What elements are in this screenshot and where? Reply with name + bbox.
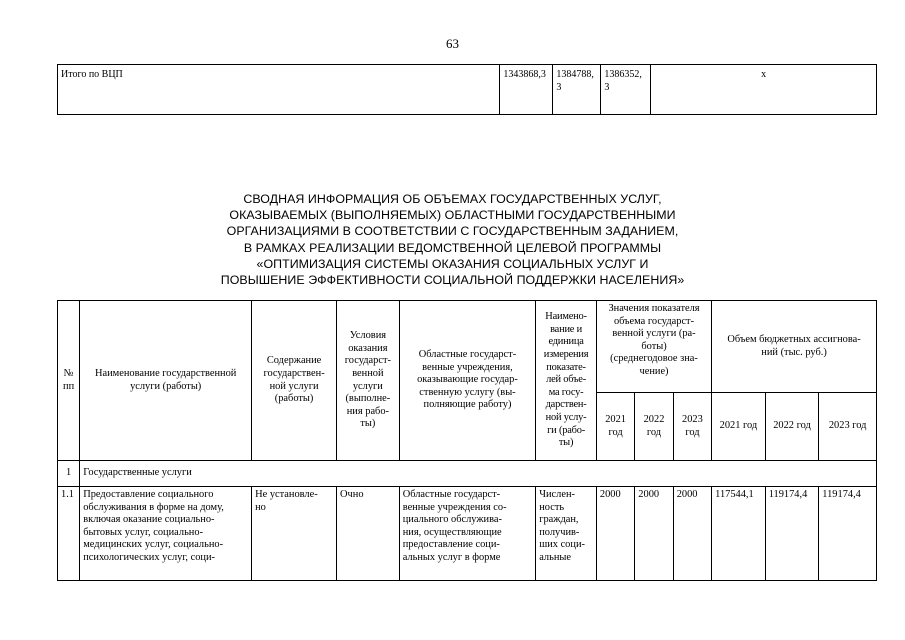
row-content: Не установле- но — [252, 487, 337, 581]
header-name: Наименование государственной услуги (работы) — [80, 301, 252, 461]
total-table — [57, 64, 877, 115]
header-budget-2023: 2023 год — [819, 393, 877, 461]
header-year-2023: 2023 год — [673, 393, 711, 461]
header-year-2022: 2022 год — [635, 393, 673, 461]
row-conditions: Очно — [337, 487, 400, 581]
heading-line: ОКАЗЫВАЕМЫХ (ВЫПОЛНЯЕМЫХ) ОБЛАСТНЫМИ ГОСУДАРСТВЕННЫМИ — [229, 208, 676, 223]
heading-line: В РАМКАХ РЕАЛИЗАЦИИ ВЕДОМСТВЕННОЙ ЦЕЛЕВОЙ ПРОГРАММЫ — [243, 240, 662, 255]
header-num: № пп — [58, 301, 80, 461]
row-institutions: Областные государст- венные учреждения со- циального обслужива- ния, осуществляющие предоставление соци- альных услуг в форме — [399, 487, 536, 581]
header-values: Значения показателя объема государст- венной услуги (ра- боты) (среднегодовое зна- чение) — [596, 301, 711, 393]
services-table — [57, 300, 877, 581]
page-number: 63 — [446, 36, 459, 51]
heading-line: ПОВЫШЕНИЕ ЭФФЕКТИВНОСТИ СОЦИАЛЬНОЙ ПОДДЕРЖКИ НАСЕЛЕНИЯ» — [220, 273, 685, 288]
table-row — [58, 487, 877, 581]
row-budget-2021: 117544,1 — [712, 487, 766, 581]
section-row — [58, 461, 877, 487]
section-num: 1 — [58, 461, 80, 487]
row-num: 1.1 — [58, 487, 80, 581]
document-heading — [0, 191, 905, 288]
total-2021: 1343868,3 — [500, 65, 553, 115]
total-row — [58, 65, 877, 115]
heading-line: СВОДНАЯ ИНФОРМАЦИЯ ОБ ОБЪЕМАХ ГОСУДАРСТВЕННЫХ УСЛУГ, — [243, 192, 662, 206]
row-value-2021: 2000 — [596, 487, 634, 581]
row-value-2023: 2000 — [673, 487, 711, 581]
row-value-2022: 2000 — [635, 487, 673, 581]
row-budget-2022: 119174,4 — [765, 487, 819, 581]
total-label: Итого по ВЦП — [58, 65, 500, 115]
header-budget: Объем бюджетных ассигнова- ний (тыс. руб.) — [712, 301, 877, 393]
header-content: Содержание государствен- ной услуги (работы) — [252, 301, 337, 461]
section-title: Государственные услуги — [80, 461, 877, 487]
total-2022: 1384788, 3 — [553, 65, 601, 115]
row-budget-2023: 119174,4 — [819, 487, 877, 581]
header-conditions: Условия оказания государст- венной услуги (выполне- ния рабо- ты) — [337, 301, 400, 461]
header-row — [58, 301, 877, 393]
row-name: Предоставление социального обслуживания в форме на дому, включая оказание социально- бытовых услуг, социально- медицинских услуг, социально- психологических услуг, соци- — [80, 487, 252, 581]
header-budget-2021: 2021 год — [712, 393, 766, 461]
header-indicator: Наимено- вание и единица измерения показате- лей объе- ма госу- дарствен- ной услу- ги (рабо- ты) — [536, 301, 597, 461]
total-2023: 1386352, 3 — [601, 65, 651, 115]
header-budget-2022: 2022 год — [765, 393, 819, 461]
total-mark: х — [651, 65, 877, 115]
heading-line: ОРГАНИЗАЦИЯМИ В СООТВЕТСТВИИ С ГОСУДАРСТВЕННЫМ ЗАДАНИЕМ, — [226, 224, 679, 239]
header-year-2021: 2021 год — [596, 393, 634, 461]
heading-line: «ОПТИМИЗАЦИЯ СИСТЕМЫ ОКАЗАНИЯ СОЦИАЛЬНЫХ УСЛУГ И — [256, 256, 649, 271]
row-indicator: Числен- ность граждан, получив- ших соци- альные — [536, 487, 597, 581]
header-institutions: Областные государст- венные учреждения, оказывающие государ- ственную услугу (вы- полняющие работу) — [399, 301, 536, 461]
